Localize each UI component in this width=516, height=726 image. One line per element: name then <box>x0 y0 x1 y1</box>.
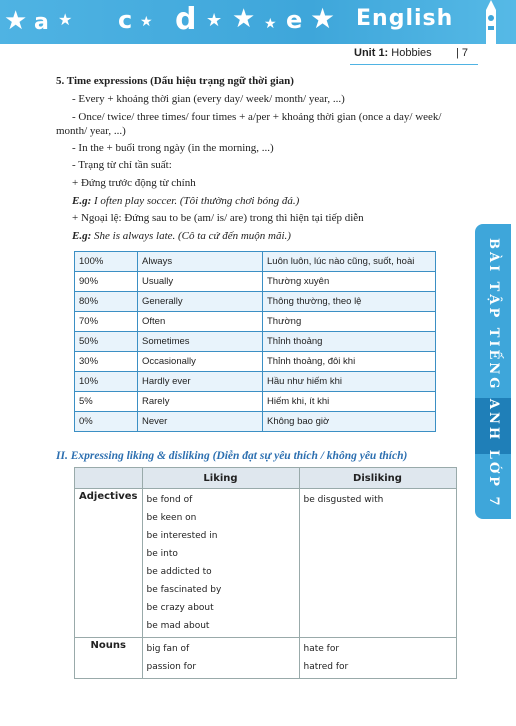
unit-title <box>354 47 432 59</box>
table-header-row <box>75 468 457 489</box>
banner-letter-d: d <box>175 2 197 37</box>
header-disliking: Disliking <box>299 468 456 489</box>
line-exception: + Ngoại lệ: Đứng sau to be (am/ is/ are) trong thì hiện tại tiếp diễn <box>72 212 364 224</box>
liking-table <box>74 467 457 679</box>
banner-letter-c: c <box>118 6 133 34</box>
nouns-disliking-cell <box>299 638 456 679</box>
table-row <box>75 332 436 352</box>
list-item: be into <box>146 549 178 559</box>
frequency-adverb: Sometimes <box>138 332 263 352</box>
list-item: passion for <box>146 662 197 672</box>
frequency-adverb: Occasionally <box>138 352 263 372</box>
example-2 <box>72 229 291 243</box>
star-icon: ★ <box>264 16 277 32</box>
frequency-meaning: Thông thường, theo lệ <box>263 292 436 312</box>
table-row <box>75 392 436 412</box>
star-icon: ★ <box>58 10 73 29</box>
unit-name: Hobbies <box>391 47 432 59</box>
frequency-adverb: Hardly ever <box>138 372 263 392</box>
star-icon: ★ <box>140 14 153 30</box>
line-once-cont: month/ year, ...) <box>56 125 126 137</box>
frequency-meaning: Hiếm khi, ít khi <box>263 392 436 412</box>
frequency-percent: 30% <box>75 352 138 372</box>
frequency-adverb: Never <box>138 412 263 432</box>
list-item: be disgusted with <box>303 495 384 505</box>
list-item: be keen on <box>146 513 197 523</box>
page-number: | 7 <box>456 47 469 59</box>
section-5-title: 5. Time expressions (Dấu hiệu trạng ngữ thời gian) <box>56 75 294 87</box>
frequency-percent: 100% <box>75 252 138 272</box>
table-row <box>75 372 436 392</box>
frequency-percent: 80% <box>75 292 138 312</box>
unit-label: Unit 1: <box>354 47 389 59</box>
frequency-table <box>74 251 436 432</box>
list-item: hate for <box>303 644 340 654</box>
banner-letter-a: a <box>34 10 49 35</box>
table-row <box>75 352 436 372</box>
frequency-meaning: Thường <box>263 312 436 332</box>
line-before-verb: + Đứng trước động từ chính <box>72 177 196 189</box>
adjectives-liking-cell <box>142 489 299 638</box>
frequency-meaning: Luôn luôn, lúc nào cũng, suốt, hoài <box>263 252 436 272</box>
frequency-percent: 10% <box>75 372 138 392</box>
example-2-label: E.g: <box>72 230 92 242</box>
frequency-percent: 0% <box>75 412 138 432</box>
line-every: - Every + khoảng thời gian (every day/ week/ month/ year, ...) <box>72 93 345 105</box>
line-once: - Once/ twice/ three times/ four times + a/per + khoảng thời gian (once a day/ week/ <box>72 111 442 123</box>
table-row-adjectives <box>75 489 457 638</box>
header-rule <box>350 64 478 65</box>
frequency-meaning: Thỉnh thoảng, đôi khi <box>263 352 436 372</box>
frequency-percent: 5% <box>75 392 138 412</box>
example-1 <box>72 194 299 208</box>
tower-icon <box>476 0 506 44</box>
example-2-text: She is always late. (Cô ta cứ đến muộn mãi.) <box>91 230 291 242</box>
frequency-adverb: Generally <box>138 292 263 312</box>
line-in-the: - In the + buổi trong ngày (in the morning, ...) <box>72 142 274 154</box>
list-item: hatred for <box>303 662 349 672</box>
banner-letter-e: e <box>286 6 303 34</box>
table-row-nouns <box>75 638 457 679</box>
star-icon: ★ <box>4 6 28 36</box>
brand-english: English <box>356 6 454 31</box>
header-liking: Liking <box>142 468 299 489</box>
header-empty <box>75 468 143 489</box>
frequency-adverb: Rarely <box>138 392 263 412</box>
nouns-liking-cell <box>142 638 299 679</box>
table-row <box>75 312 436 332</box>
list-item: be fond of <box>146 495 193 505</box>
list-item: be addicted to <box>146 567 212 577</box>
row-label-adjectives: Adjectives <box>75 489 143 638</box>
star-icon: ★ <box>206 10 223 31</box>
star-icon: ★ <box>310 2 336 35</box>
frequency-adverb: Usually <box>138 272 263 292</box>
list-item: be fascinated by <box>146 585 222 595</box>
list-item: be crazy about <box>146 603 214 613</box>
frequency-meaning: Hầu như hiếm khi <box>263 372 436 392</box>
frequency-percent: 90% <box>75 272 138 292</box>
list-item: big fan of <box>146 644 190 654</box>
frequency-meaning: Thường xuyên <box>263 272 436 292</box>
list-item: be interested in <box>146 531 218 541</box>
table-row <box>75 252 436 272</box>
example-1-text: I often play soccer. (Tôi thường chơi bóng đá.) <box>91 195 300 207</box>
table-row <box>75 292 436 312</box>
table-row <box>75 412 436 432</box>
frequency-adverb: Always <box>138 252 263 272</box>
row-label-nouns: Nouns <box>75 638 143 679</box>
list-item: be mad about <box>146 621 210 631</box>
side-tab-label: BÀI TẬP TIẾNG ANH LỚP 7 TẬP 1 <box>452 237 501 509</box>
frequency-percent: 50% <box>75 332 138 352</box>
section-2-title: II. Expressing liking & disliking (Diễn đạt sự yêu thích / không yêu thích) <box>56 450 408 462</box>
frequency-meaning: Không bao giờ <box>263 412 436 432</box>
frequency-percent: 70% <box>75 312 138 332</box>
table-row <box>75 272 436 292</box>
adjectives-disliking-cell <box>299 489 456 638</box>
example-1-label: E.g: <box>72 195 92 207</box>
frequency-adverb: Often <box>138 312 263 332</box>
frequency-meaning: Thỉnh thoảng <box>263 332 436 352</box>
header-banner <box>0 0 516 44</box>
star-icon: ★ <box>232 4 256 34</box>
line-adverbs: - Trạng từ chỉ tần suất: <box>72 159 172 171</box>
